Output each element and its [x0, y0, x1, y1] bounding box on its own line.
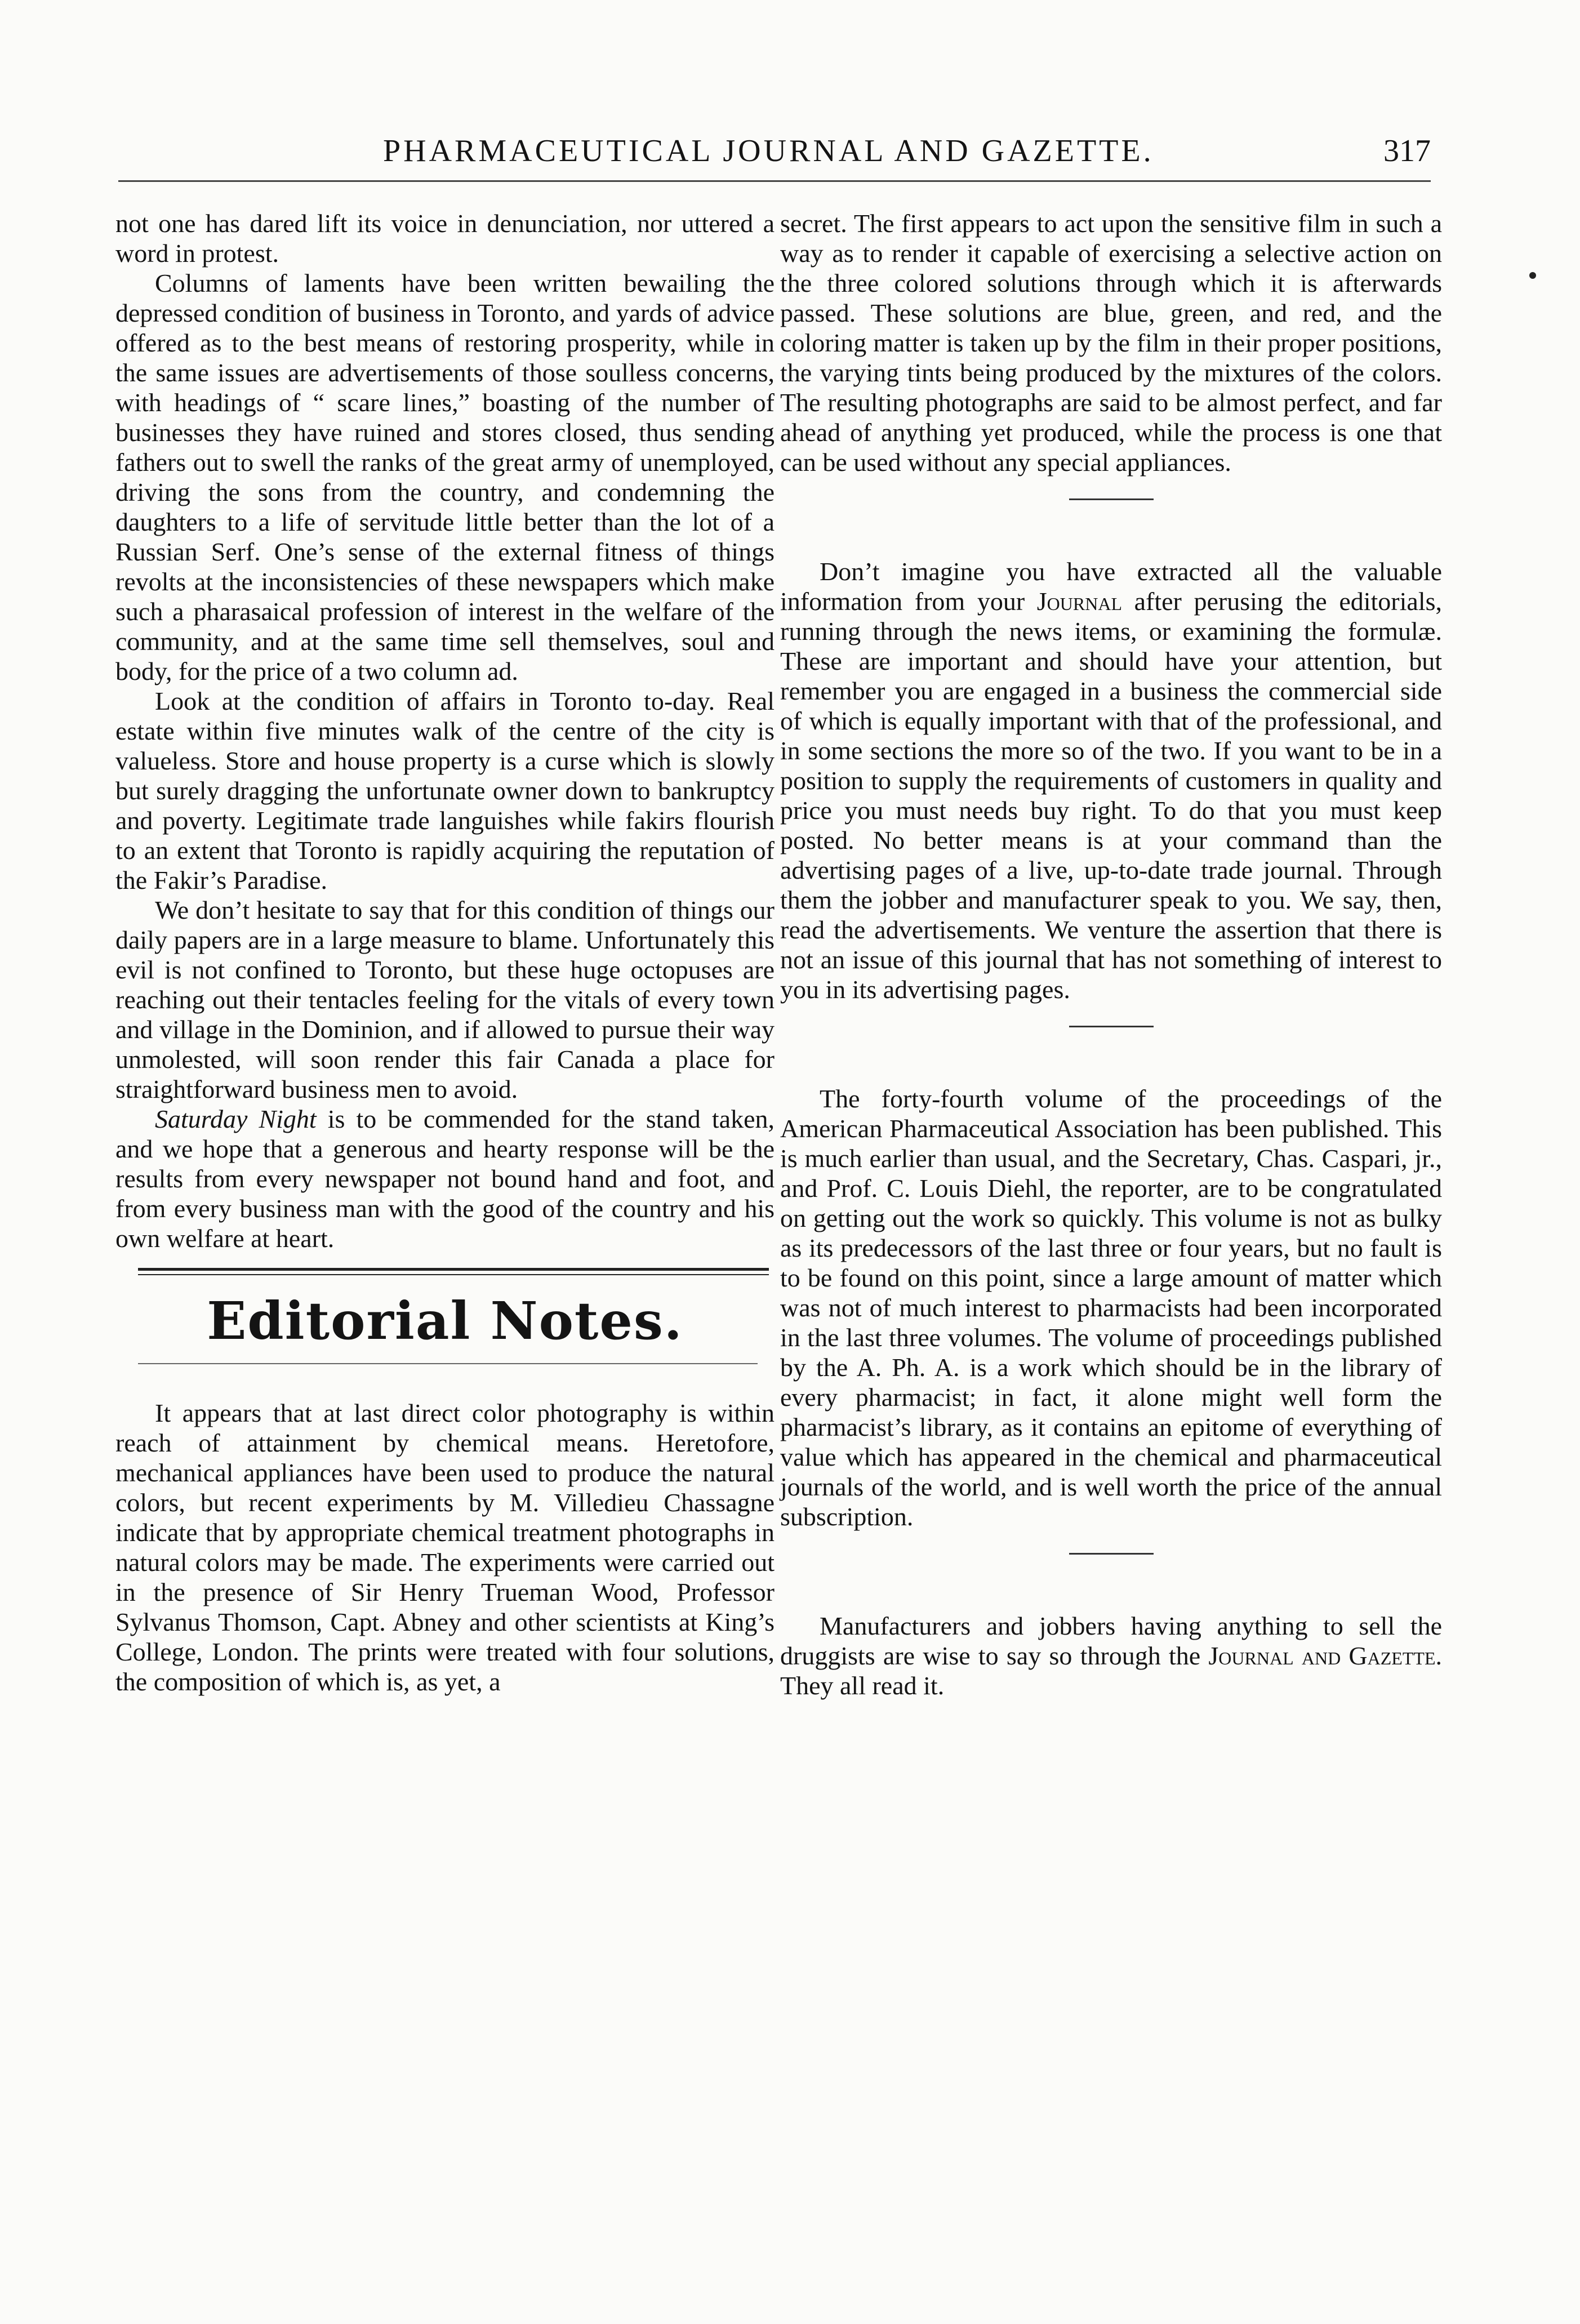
running-title: PHARMACEUTICAL JOURNAL AND GAZETTE.	[383, 133, 1154, 168]
paragraph: We don’t hesitate to say that for this condition of things our daily papers are in a large measure to blame. Unfortunately this evil is not confined to Toronto, but these huge octopuses are reaching out their tentacles feeling for the vitals of every town and village in the Dominion, and if allowed to pursue their way unmolested, will soon render this fair Canada a place for straightforward business men to avoid.	[115, 896, 775, 1103]
paragraph-text: after perusing the editorials, running through the news items, or examining the formulæ. These are important and should have your attention, but remember you are engaged in a business the commercial side of which is equally important with that of the professional, and in some sections the more so of the two. If you want to be in a position to supply the requirements of customers in quality and price you must needs buy right. To do that you must keep posted. No better means is at your command than the advertising pages of a live, up-to-date trade journal. Through them the jobber and manufacturer speak to you. We say, then, read the advertisements. We venture the assertion that there is not an issue of this journal that has not something of interest to you in its advertising pages.	[780, 587, 1442, 1004]
paragraph	[780, 556, 1442, 1004]
separator	[1069, 1553, 1154, 1555]
journal-name: Journal	[1036, 587, 1122, 616]
separator	[1069, 498, 1154, 500]
page-number: 317	[1383, 133, 1431, 168]
left-column	[115, 208, 775, 1697]
paragraph: secret. The first appears to act upon the sensitive film in such a way as to render it capable of exercising a selective action on the three colored solutions through which it is afterwards passed. These solutions are blue, green, and red, and the coloring matter is taken up by the film in their proper positions, the varying tints being produced by the mixtures of the colors. The resulting photographs are said to be almost perfect, and far ahead of anything yet produced, while the process is one that can be used without any special appliances.	[780, 209, 1442, 477]
section-title: Editorial Notes.	[207, 1290, 683, 1351]
paragraph: Look at the condition of affairs in Toronto to-day. Real estate within five minutes walk of the centre of the city is valueless. Store and house property is a curse which is slowly but surely dragging the unfortunate owner down to bankruptcy and poverty. Legitimate trade languishes while fakirs flourish to an extent that Toronto is rapidly acquiring the reputation of the Fakir’s Paradise.	[115, 687, 775, 894]
paragraph-text: . They all read it.	[780, 1641, 1442, 1700]
paragraph: not one has dared lift its voice in denunciation, nor uttered a word in protest.	[115, 209, 775, 268]
header-rule	[118, 180, 1431, 182]
saturday-night-title: Saturday Night	[155, 1105, 317, 1133]
section-thin-rule	[138, 1363, 758, 1364]
paragraph-text: Manufacturers and jobbers having anything to sell the druggists are wise to say so through the	[780, 1611, 1442, 1670]
paragraph-text: Don’t imagine you have extracted all the valuable information from your	[780, 557, 1442, 616]
journal-name: Journal and Gazette	[1208, 1641, 1436, 1670]
paragraph: Columns of laments have been written bewailing the depressed condition of business in Toronto, and yards of advice offered as to the best means of restoring prosperity, while in the same issues are advertisements of those soulless concerns, with headings of “ scare lines,” boasting of the number of businesses they have ruined and stores closed, thus sending fathers out to swell the ranks of the great army of unemployed, driving the sons from the country, and condemning the daughters to a life of servitude little better than the lot of a Russian Serf. One’s sense of the external fitness of things revolts at the inconsistencies of these newspapers which make such a pharasaical profession of interest in the welfare of the community, and at the same time sell themselves, soul and body, for the price of a two column ad.	[115, 269, 775, 685]
separator	[1069, 1026, 1154, 1027]
paragraph: It appears that at last direct color photography is within reach of attainment by chemical means. Heretofore, mechanical appliances have been used to produce the natural colors, but recent experiments by M. Villedieu Chassagne indicate that by appropriate chemical treatment photographs in natural colors may be made. The experiments were carried out in the presence of Sir Henry Trueman Wood, Professor Sylvanus Thomson, Capt. Abney and other scientists at King’s College, London. The prints were treated with four solutions, the composition of which is, as yet, a	[115, 1399, 775, 1696]
right-column	[780, 208, 1442, 1700]
paragraph: The forty-fourth volume of the proceedings of the American Pharmaceutical Association has been published. This is much earlier than usual, and the Secretary, Chas. Caspari, jr., and Prof. C. Louis Diehl, the reporter, are to be congratulated on getting out the work so quickly. This volume is not as bulky as its predecessors of the last three or four years, but no fault is to be found on this point, since a large amount of matter which was not of much interest to pharmacists had been incorporated in the last three volumes. The volume of proceedings published by the A. Ph. A. is a work which should be in the library of every pharmacist; in fact, it alone might well form the pharmacist’s library, as it contains an epitome of everything of value which has appeared in the chemical and pharmaceutical journals of the world, and is well worth the price of the annual subscription.	[780, 1084, 1442, 1531]
margin-speck	[1529, 272, 1536, 279]
page-header	[349, 133, 1431, 178]
paragraph-saturday-night	[115, 1104, 775, 1253]
paragraph-text: is to be commended for the stand taken, and we hope that a generous and hearty response will be the results from every newspaper not bound hand and foot, and from every business man with the good of the country and his own welfare at heart.	[115, 1105, 775, 1253]
paragraph	[780, 1611, 1442, 1700]
section-double-rule	[138, 1268, 769, 1275]
